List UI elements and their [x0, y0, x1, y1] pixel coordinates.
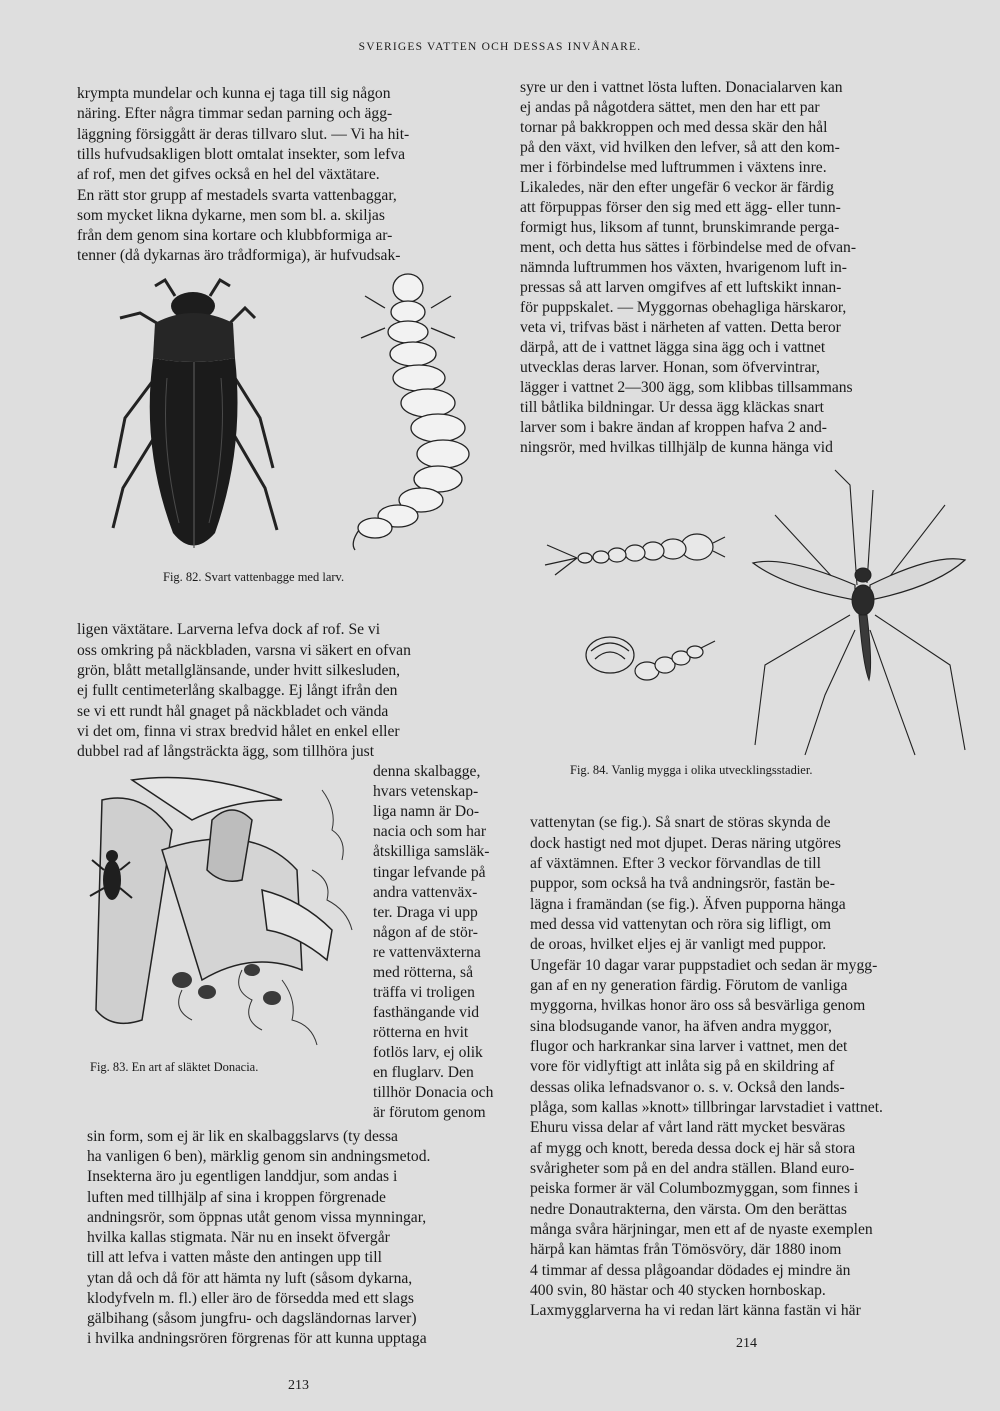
text-line: 400 svin, 80 hästar och 40 stycken hornboskap. — [530, 1282, 826, 1299]
text-line: som mycket likna dykarne, men som bl. a. skiljas — [77, 207, 385, 224]
text-line: peiska former är väl Columbozmyggan, som finnes i — [530, 1180, 859, 1197]
text-line: är förutom genom — [373, 1104, 486, 1121]
text-line: formigt hus, liksom af tunnt, brunskimrande perga- — [520, 219, 840, 236]
text-line: En rätt stor grupp af mestadels svarta vattenbaggar, — [77, 187, 397, 204]
text-line: ment, och detta hus sättes i förbindelse med de ofvan- — [520, 239, 857, 256]
text-line: för puppskalet. — Myggornas obehagliga härskaror, — [520, 299, 847, 316]
page-number-right: 214 — [736, 1336, 757, 1351]
text-line: veta vi, trifvas bäst i närheten af vatten. Detta beror — [520, 319, 841, 336]
text-line: syre ur den i vattnet lösta luften. Donacialarven kan — [520, 79, 843, 96]
text-line: tingar lefvande på — [373, 864, 486, 881]
text-line: lägger i vattnet 2—300 ägg, som klibbas tillsammans — [520, 379, 853, 396]
text-line: ningsrör, med hvilkas tillhjälp de kunna hänga vid — [520, 439, 833, 456]
text-line: vore för vidlyftigt att inlåta sig på en skildring af — [530, 1058, 835, 1075]
text-line: Likaledes, när den efter ungefär 6 veckor är färdig — [520, 179, 834, 196]
text-line: sina blodsugande vanor, ha äfven andra myggor, — [530, 1018, 832, 1035]
text-line: dubbel rad af långsträckta ägg, som tillhöra just — [77, 743, 375, 760]
text-line: luften med tillhjälp af sina i kroppen förgrenade — [87, 1189, 386, 1206]
text-line: läggning försiggått är deras tillvaro slut. — Vi ha hit- — [77, 126, 410, 143]
text-line: därpå, att de i vattnet lägga sina ägg och i vattnet — [520, 339, 826, 356]
text-line: hvars vetenskap- — [373, 783, 479, 800]
text-line: många svåra härjningar, men ett af de nyaste exemplen — [530, 1221, 873, 1238]
text-line: ter. Draga vi upp — [373, 904, 478, 921]
text-line: svårigheter som på en del andra ställen. Bland euro- — [530, 1160, 855, 1177]
running-header: SVERIGES VATTEN OCH DESSAS INVÅNARE. — [358, 41, 642, 53]
text-line: tillhör Donacia och — [373, 1084, 494, 1101]
text-line: näring. Efter några timmar sedan parning och ägg- — [77, 105, 393, 122]
text-line: Ehuru vissa delar af vårt land rätt mycket besväras — [530, 1119, 846, 1136]
text-line: vattenytan (se fig.). Så snart de störas skynda de — [530, 814, 831, 831]
text-line: ligen växtätare. Larverna lefva dock af rof. Se vi — [77, 621, 381, 638]
text-line: en fluglarv. Den — [373, 1064, 474, 1081]
text-line: lägna i framändan (se fig.). Äfven pupporna hänga — [530, 896, 846, 913]
text-line: utvecklas deras larver. Honan, som öfvervintrar, — [520, 359, 820, 376]
text-line: med rötterna, så — [373, 964, 474, 981]
text-line: klodyfveln m. fl.) eller äro de försedda med ett slags — [87, 1290, 414, 1307]
text-line: någon af de stör- — [373, 924, 478, 941]
text-line: oss omkring på näckbladen, varsna vi säkert en ofvan — [77, 642, 411, 659]
text-line: se vi ett rundt hål gnaget på näckbladet och vända — [77, 703, 389, 720]
water-beetle-drawing — [113, 280, 277, 548]
text-line: härpå kan hämtas från Tömösvöry, där 1880 inom — [530, 1241, 842, 1258]
text-line: liga namn är Do- — [373, 803, 480, 820]
adult-mosquito-drawing — [753, 470, 965, 755]
reed-stem-drawing — [96, 778, 332, 1024]
text-line: till båtlika bildningar. Ur dessa ägg kläckas snart — [520, 399, 825, 416]
text-line: vi det om, finna vi strax bredvid hålet en enkel eller — [77, 723, 400, 740]
text-line: af växtämnen. Efter 3 veckor förvandlas de till — [530, 855, 821, 872]
mosquito-larva-drawing — [545, 534, 725, 575]
text-line: 4 timmar af dessa plågoandar dödades ej mindre än — [530, 1262, 851, 1279]
text-line: andningsrör, som öppnas utåt genom vissa mynningar, — [87, 1209, 427, 1226]
text-line: grön, blått metallglänsande, under hvitt silkesluden, — [77, 662, 401, 679]
text-line: åtskilliga samsläk- — [373, 843, 490, 860]
text-line: ha vanligen 6 ben), märklig genom sin andningsmetod. — [87, 1148, 431, 1165]
text-line: larver som i bakre ändan af kroppen hafva 2 and- — [520, 419, 827, 436]
fig83-caption: Fig. 83. En art af släktet Donacia. — [90, 1060, 259, 1074]
text-line: andra vattenväx- — [373, 884, 478, 901]
text-line: gälbihang (såsom jungfru- och dagsländornas larver) — [87, 1310, 417, 1327]
text-line: från dem genom sina kortare och klubbformiga ar- — [77, 227, 393, 244]
text-line: fotlös larv, ej olik — [373, 1044, 483, 1061]
text-line: de oroas, hvilket eljes ej är vanligt med puppor. — [530, 936, 827, 953]
text-line: re vattenväxterna — [373, 944, 481, 961]
text-line: tills hufvudsakligen blott omtalat insekter, som lefva — [77, 146, 406, 163]
text-line: Insekterna äro ju egentligen landdjur, som andas i — [87, 1168, 398, 1185]
text-line: nämnda luftrummen hos växten, hvarigenom luft in- — [520, 259, 847, 276]
text-line: af mygg och knott, bereda dessa dock ej här så stora — [530, 1140, 856, 1157]
text-line: nedre Donautrakterna, den värsta. Om den berättas — [530, 1201, 847, 1218]
text-line: till att lefva i vatten måste den antingen upp till — [87, 1249, 382, 1266]
text-line: dock hastigt ned mot djupet. Deras näring utgöres — [530, 835, 841, 852]
text-line: pressas så att larven omgifves af ett luftskikt innan- — [520, 279, 842, 296]
text-line: Ungefär 10 dagar varar puppstadiet och sedan är mygg- — [530, 957, 878, 974]
text-line: ej andas på någotdera sättet, men den har ett par — [520, 99, 820, 116]
text-line: hvilka kallas stigmata. När nu en insekt öfvergår — [87, 1229, 390, 1246]
mosquito-pupa-drawing — [586, 637, 715, 680]
page-number-left: 213 — [288, 1378, 309, 1393]
text-line: sin form, som ej är lik en skalbaggslarvs (ty dessa — [87, 1128, 398, 1145]
text-line: flugor och harkrankar sina larver i vattnet, men det — [530, 1038, 848, 1055]
fig83-illustration — [82, 760, 364, 1050]
text-line: ytan då och då för att hämta ny luft (såsom dykarna, — [87, 1270, 413, 1287]
text-line: träffa vi troligen — [373, 984, 475, 1001]
text-line: ej fullt centimeterlång skalbagge. Ej långt ifrån den — [77, 682, 398, 699]
text-line: att förpuppas förser den sig med ett ägg- eller tunn- — [520, 199, 841, 216]
donacia-larvae-drawing — [172, 964, 281, 1005]
text-line: denna skalbagge, — [373, 763, 481, 780]
text-line: tornar på bakkroppen och med dessa skär den hål — [520, 119, 828, 136]
text-line: plåga, som kallas »knott» tillbringar larvstadiet i vattnet. — [530, 1099, 883, 1116]
text-line: på den växt, vid hvilken den lefver, så att den kom- — [520, 139, 840, 156]
text-line: puppor, som också ha två andningsrör, fastän be- — [530, 875, 835, 892]
text-line: dessas olika lefnadsvanor o. s. v. Också den lands- — [530, 1079, 845, 1096]
text-line: mer i förbindelse med luftrummen i växtens inre. — [520, 159, 827, 176]
text-line: nacia och som har — [373, 823, 487, 840]
text-line: fasthängande vid — [373, 1004, 480, 1021]
fig82-illustration — [95, 268, 515, 568]
fig82-caption: Fig. 82. Svart vattenbagge med larv. — [163, 570, 345, 584]
text-line: myggorna, hvilkas honor äro oss så besvärliga genom — [530, 997, 866, 1014]
fig84-illustration — [525, 465, 985, 760]
text-line: af rof, men det gifves också en hel del växtätare. — [77, 166, 380, 183]
text-line: med dessa vid vattenytan och röra sig lifligt, om — [530, 916, 831, 933]
beetle-larva-drawing — [353, 274, 469, 550]
text-line: gan af en ny generation färdig. Förutom de vanliga — [530, 977, 848, 994]
text-line: rötterna en hvit — [373, 1024, 469, 1041]
text-line: i hvilka andningsrören förgrenas för att kunna upptaga — [87, 1330, 427, 1347]
text-line: krympta mundelar och kunna ej taga till sig någon — [77, 85, 391, 102]
text-line: tenner (då dykarnas äro trådformiga), är hufvudsak- — [77, 247, 401, 264]
fig84-caption: Fig. 84. Vanlig mygga i olika utvecklingsstadier. — [570, 763, 813, 777]
text-line: Laxmygglarverna ha vi redan lärt känna fastän vi här — [530, 1302, 861, 1319]
